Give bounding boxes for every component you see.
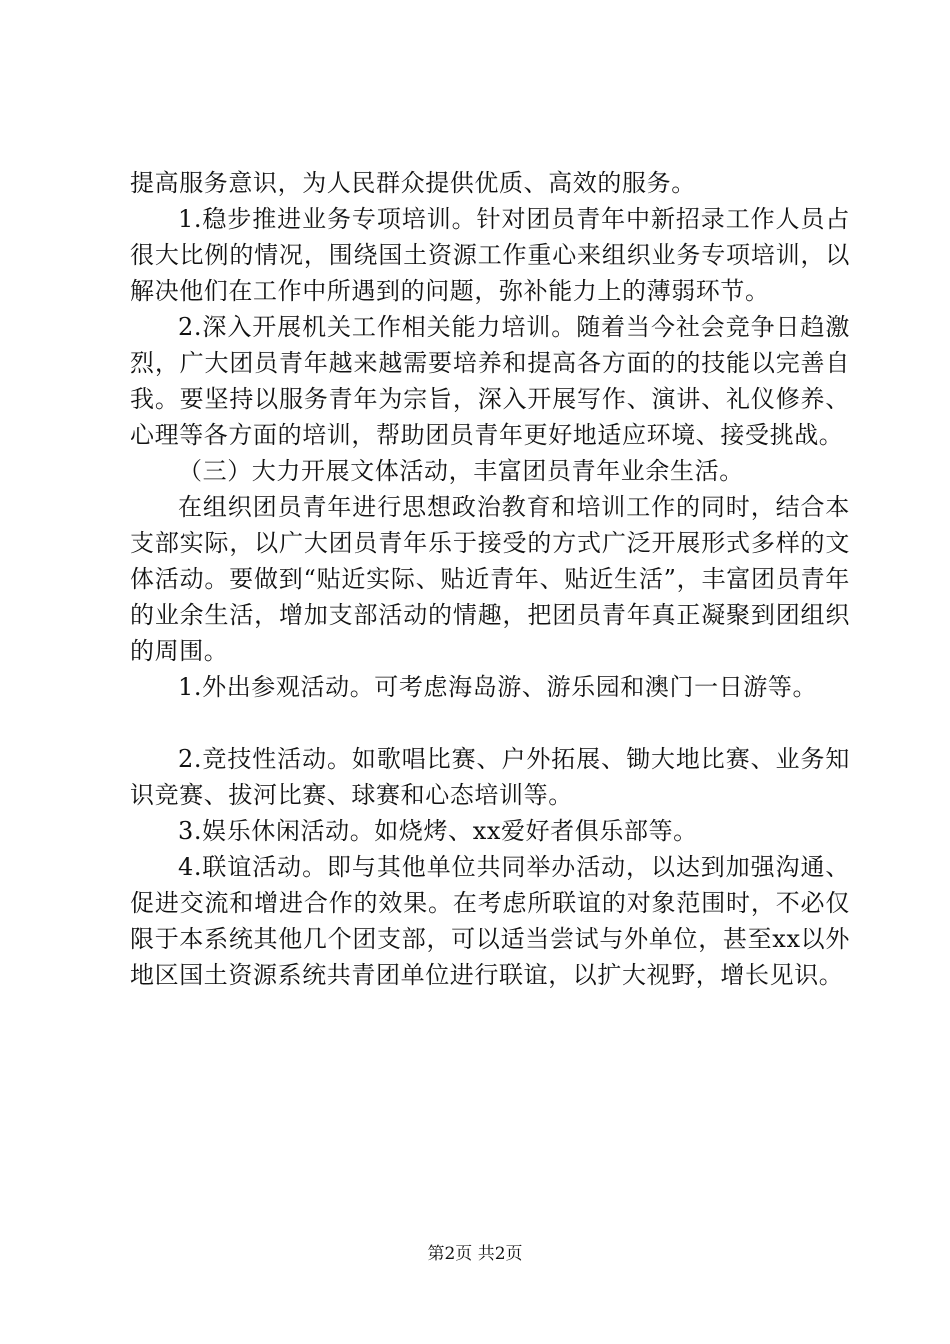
list-item: 1.外出参观活动。可考虑海岛游、游乐园和澳门一日游等。 bbox=[178, 673, 818, 701]
list-item: 3.娱乐休闲活动。如烧烤、xx爱好者俱乐部等。 bbox=[178, 817, 698, 845]
paragraph: 在组织团员青年进行思想政治教育和培训工作的同时，结合本支部实际，以广大团员青年乐于接受的方式广泛开展形式多样的文体活动。要做到“贴近实际、贴近青年、贴近生活”，丰富团员青年的业余生活，增加支部活动的情趣，把团员青年真正凝聚到团组织的周围。 bbox=[130, 493, 850, 665]
blank-line bbox=[130, 705, 850, 741]
list-item: 2.竞技性活动。如歌唱比赛、户外拓展、锄大地比赛、业务知识竞赛、拔河比赛、球赛和心态培训等。 bbox=[130, 745, 850, 809]
paragraph: 2.深入开展机关工作相关能力培训。随着当今社会竞争日趋激烈，广大团员青年越来越需要培养和提高各方面的的技能以完善自我。要坚持以服务青年为宗旨，深入开展写作、演讲、礼仪修养、心理等各方面的培训，帮助团员青年更好地适应环境、接受挑战。 bbox=[130, 313, 850, 449]
paragraph: 1.稳步推进业务专项培训。针对团员青年中新招录工作人员占很大比例的情况，围绕国土资源工作重心来组织业务专项培训，以解决他们在工作中所遇到的问题，弥补能力上的薄弱环节。 bbox=[130, 205, 850, 305]
page-number-footer: 第2页 共2页 bbox=[427, 1244, 523, 1264]
list-item: 4.联谊活动。即与其他单位共同举办活动，以达到加强沟通、促进交流和增进合作的效果。在考虑所联谊的对象范围时，不必仅限于本系统其他几个团支部，可以适当尝试与外单位，甚至xx以外地区国土资源系统共青团单位进行联谊，以扩大视野，增长见识。 bbox=[130, 853, 850, 989]
document-body bbox=[130, 165, 850, 993]
section-heading: （三）大力开展文体活动，丰富团员青年业余生活。 bbox=[178, 457, 744, 485]
paragraph: 提高服务意识，为人民群众提供优质、高效的服务。 bbox=[130, 169, 696, 197]
